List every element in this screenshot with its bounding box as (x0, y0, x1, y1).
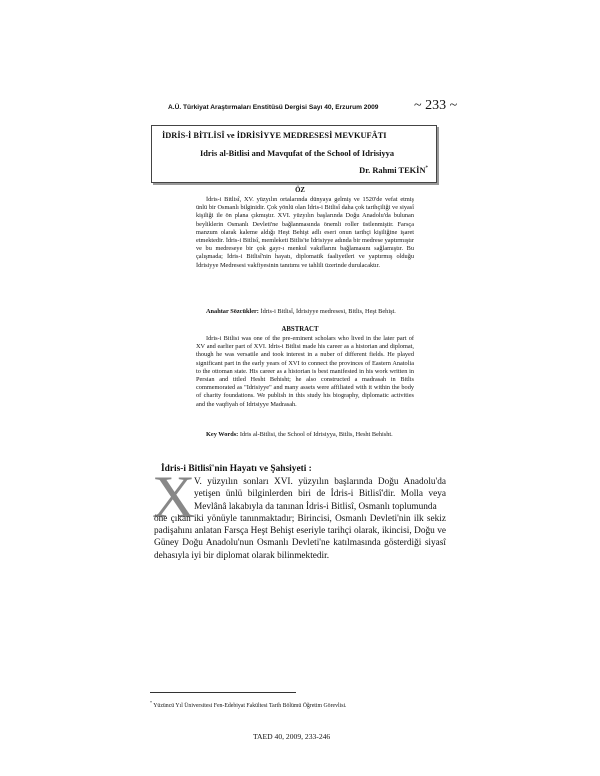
body-paragraph (154, 476, 446, 562)
author (359, 166, 428, 175)
page-number: ~ 233 ~ (414, 98, 458, 113)
section-heading: İdris-i Bitlisî'nin Hayatı ve Şahsiyeti : (161, 464, 312, 474)
english-title: Idris al-Bitlisi and Mavqufat of the School of Idrisiyya (200, 149, 395, 158)
footnote (150, 700, 450, 709)
journal-header: A.Ü. Türkiyat Araştırmaları Enstitüsü Dergisi Sayı 40, Erzurum 2009 (168, 104, 379, 111)
footnote-divider (150, 692, 296, 693)
footnote-text: Yüzüncü Yıl Üniversitesi Fen-Edebiyat Fakültesi Tarih Bölümü Öğretim Görevlisi. (153, 702, 347, 709)
body-rest-lines: öne çıkan iki yönüyle tanınmaktadır; Birincisi, Osmanlı Devleti'nin ilk sekiz padişahını anlatan Farsça Heşt Behişt eseriyle tarihçi olarak, ikincisi, Doğu ve Güney Doğu Anadolu'nun Osmanlı Devleti'ne katılmasında gösterdiği siyasî dehasıyla iyi bir diplomat olarak bilinmektedir. (154, 513, 446, 561)
abstract-keywords-text: Idris al-Bitlisi, the School of Idrisiyya, Bitlis, Hesht Behisht. (239, 431, 393, 438)
oz-keywords (196, 308, 414, 316)
citation: TAED 40, 2009, 233-246 (253, 732, 331, 741)
author-name: Dr. Rahmi TEKİN (359, 166, 426, 175)
oz-paragraph: İdris-i Bitlisî, XV. yüzyılın ortalarında dünyaya gelmiş ve 1520'de vefat etmiş ünlü bir Osmanlı bilginidir. Çok yönlü olan İdris-i Bitlisî daha çok tarihçiliği ve siyasî kişiliği ile ön plana çıkmıştır. XVI. yüzyılın başlarında Doğu Anadolu'da bulunan beyliklerin Osmanlı Devleti'ne bağlanmasında önemli roller üstlenmiştir. Farsça manzum olarak kaleme aldığı Heşt Behişt adlı eseri onun tarihçi kişiliğine işaret etmektedir. İdris-i Bitlisî, memleketi Bitlis'te İdrisiyye adında bir medrese yaptırmıştır ve bu medreseye bir çok gayr-ı menkul vakıflarını bağlamasını sağlamıştır. Bu çalışmada; İdris-i Bitlisî'nin hayatı, diplomatik faaliyetleri ve yaptırmış olduğu İdrisiyye Medresesi vakfiyesinin tanıtımı ve tahlili üzerinde durulacaktır. (196, 196, 414, 269)
oz-text-block (196, 196, 414, 270)
footnote-marker: * (150, 700, 152, 705)
abstract-keywords (196, 431, 414, 439)
abstract-keywords-label: Key Words: (206, 431, 239, 438)
drop-cap: X (152, 464, 196, 530)
abstract-paragraph: Idris-i Bitlisi was one of the pre-eminent scholars who lived in the later part of XV and earlier part of XVI. Idris-i Bitlisi made his career as a historian and diplomat, though he was versatile and took interest in a nuber of different fields. He played significant part in the early years of XVI to connect the provinces of Eastern Anatolia to the ottoman state. His career as a historian is best manifested in his work written in Persian and titled Hesht Behisht; he also constructed a madrasah in Bitlis commemorated as "Idrisiyye" and many assets were affiliated with it within the body of charity foundations. We publish in this study his biography, diplomatic activities and the vaqfiyah of Idrisiyye Madrasah. (196, 335, 414, 408)
body-indented-lines: V. yüzyılın sonları XVI. yüzyılın başlarında Doğu Anadolu'da yetişen ünlü bilginlerden biri de İdris-i Bitlisî'dir. Molla veya Mevlânâ lakabıyla da tanınan İdris-i Bitlisî, Osmanlı toplumunda (194, 477, 446, 512)
oz-keywords-text: İdris-i Bitlisî, İdrisiyye medresesi, Bitlis, Heşt Behişt. (260, 308, 396, 315)
title-box (151, 125, 437, 183)
oz-heading: ÖZ (295, 187, 305, 194)
author-footnote-marker: * (425, 166, 428, 172)
turkish-title: İDRİS-İ BİTLİSÎ ve İDRİSİYYE MEDRESESİ MEVKUFÂTI (162, 131, 387, 140)
oz-keywords-label: Anahtar Sözcükler: (206, 308, 259, 315)
abstract-heading: ABSTRACT (281, 326, 319, 333)
abstract-text-block (196, 335, 414, 409)
